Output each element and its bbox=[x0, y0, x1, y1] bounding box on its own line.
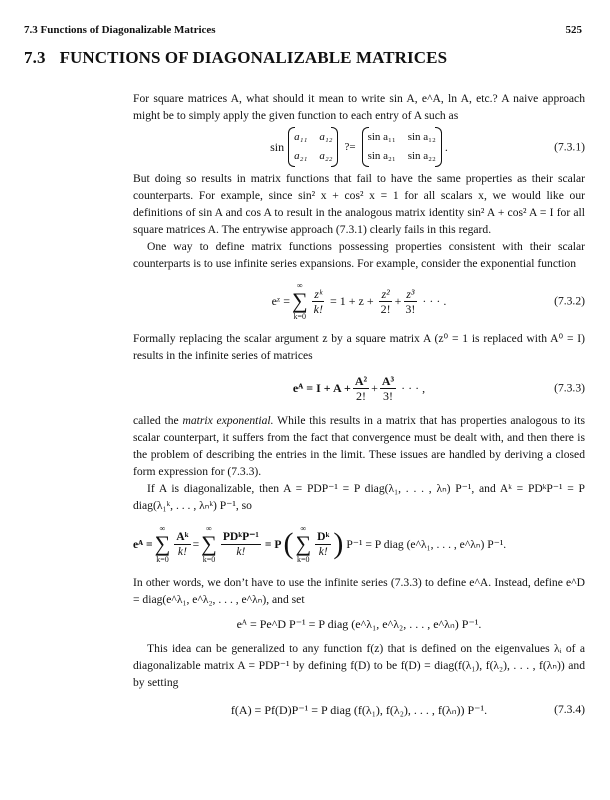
sum-upper: ∞ bbox=[206, 524, 212, 533]
matrix-entry: sin a₁₁ bbox=[367, 131, 396, 143]
page-number: 525 bbox=[565, 24, 582, 36]
eq4-lhs: eᴬ = bbox=[133, 537, 153, 551]
equation-exp-closed bbox=[133, 612, 585, 636]
matrix-entry: a₂₂ bbox=[319, 150, 333, 162]
numerator: PDᵏP⁻¹ bbox=[222, 529, 259, 543]
sum-symbol: ∞ ∑ k=0 bbox=[154, 524, 171, 564]
matrix-entry: a₂₁ bbox=[294, 150, 308, 162]
fraction bbox=[403, 287, 417, 316]
paragraph-4: Formally replacing the scalar argument z by a square matrix A (z⁰ = 1 is replaced with A⁰ = I) results in the infinite series of matrices bbox=[133, 332, 585, 362]
denominator: 2! bbox=[355, 388, 366, 403]
paragraph-6: If A is diagonalizable, then A = PDP⁻¹ = P diag(λ₁, . . . , λₙ) P⁻¹, and Aᵏ = PDᵏP⁻¹ = P diag(λ₁ᵏ, . . . , λₙᵏ) P⁻¹, so bbox=[133, 482, 585, 512]
fraction bbox=[221, 530, 261, 559]
eq5-text: eᴬ = Pe^D P⁻¹ = P diag (e^λ₁, e^λ₂, . . . , e^λₙ) P⁻¹. bbox=[236, 617, 482, 631]
eq2-tail: · · · . bbox=[422, 293, 447, 308]
sum-upper: ∞ bbox=[159, 524, 166, 533]
denominator: k! bbox=[313, 301, 323, 316]
numerator: A³ bbox=[381, 373, 395, 388]
equation-tag: (7.3.2) bbox=[554, 294, 585, 308]
sum-lower: k=0 bbox=[293, 312, 307, 321]
matrix-entry: sin a₁₂ bbox=[407, 131, 436, 143]
eq6-text: f(A) = Pf(D)P⁻¹ = P diag (f(λ₁), f(λ₂), . . . , f(λₙ)) P⁻¹. bbox=[230, 703, 488, 717]
denominator: 2! bbox=[380, 301, 391, 316]
fraction bbox=[380, 374, 396, 403]
numerator: Dᵏ bbox=[317, 529, 330, 543]
equation-7-3-1: sin a₁₁ a₁₂ a₂₁ a₂₂ ?= sin a₁₁ sin a₁₂ sin a₂₁ sin a₂₂ . (7.3.1) bbox=[133, 128, 585, 166]
equation-tag: (7.3.4) bbox=[554, 703, 585, 716]
matrix-entry: sin a₂₂ bbox=[407, 150, 436, 162]
numerator: Aᵏ bbox=[176, 529, 189, 543]
section-title bbox=[24, 48, 582, 68]
p5-term: matrix exponential. bbox=[182, 414, 274, 427]
equation-7-3-2: eᶻ = ∞ ∑ k=0 $\frac{\text{zᵏ}}{k!}$ = 1 + z + $\frac{\text{z²}}{2!}$ + $\frac{\text{z³}}{3!}$ · · · . (7.3.2) bbox=[271, 281, 585, 321]
eq3-lhs: eᴬ = I + A + bbox=[292, 380, 351, 395]
eq1-relation: ?= bbox=[344, 140, 356, 153]
paragraph-8: This idea can be generalized to any function f(z) that is defined on the eigenvalues λᵢ of a diagonalizable matrix A = PDP⁻¹ by defining f(D) to be f(D) = diag(f(λ₁), f(λ₂), . . . , f(λₙ)) and by setting bbox=[133, 642, 585, 689]
numerator: z² bbox=[381, 286, 390, 301]
section-number: 7.3 bbox=[24, 48, 46, 67]
paragraph-2: But doing so results in matrix functions that fail to have the same properties as their scalar counterparts. For example, since sin² x + cos² x = 1 for all scalars x, we would like our definitions of sin A and cos A to result in the analogous matrix identity sin² A + cos² A = I for all square matrices A. The entrywise approach (7.3.1) clearly fails in this regard. bbox=[133, 172, 585, 236]
section-heading: FUNCTIONS OF DIAGONALIZABLE MATRICES bbox=[59, 48, 448, 67]
denominator: k! bbox=[177, 544, 187, 558]
equation-tag: (7.3.3) bbox=[554, 381, 585, 395]
matrix-entry: a₁₁ bbox=[294, 131, 308, 143]
sum-symbol: ∞ ∑ k=0 bbox=[295, 524, 312, 564]
numerator: A² bbox=[354, 373, 368, 388]
sum-upper: ∞ bbox=[300, 524, 307, 533]
eq1-rhs-matrix bbox=[362, 127, 442, 167]
p5-post: While this results in a matrix that has properties analogous to its scalar counterpart, it suffers from the fact that convergence must be dealt with, and then there is the problem of describing the entries in the limit. These issues are handled by deriving a closed form expression for (7.3.3). bbox=[133, 414, 586, 478]
denominator: k! bbox=[318, 544, 328, 558]
fraction bbox=[312, 287, 325, 316]
matrix-entry: sin a₂₁ bbox=[367, 150, 396, 162]
fraction bbox=[379, 287, 393, 316]
equation-exp-diag: eᴬ = ∞ ∑ k=0 $\frac{\text{Aᵏ}}{k!}$ = ∞ ∑ k=0 $\frac{\text{PDᵏP⁻¹}}{k!}$ = P ( ∞ ∑ k=0 $\frac{\text{Dᵏ}}{k!}$ ) P⁻¹ = P diag (e^λ₁, . . . , e^λₙ) P⁻¹. bbox=[133, 524, 507, 564]
equation-tag: (7.3.1) bbox=[554, 140, 585, 154]
denominator: 3! bbox=[405, 301, 416, 316]
eq3-tail: · · · , bbox=[401, 380, 426, 395]
sum-lower: k=0 bbox=[202, 555, 216, 564]
sum-lower: k=0 bbox=[297, 555, 310, 564]
equation-7-3-4 bbox=[133, 695, 585, 725]
sum-symbol: ∞ ∑ k=0 bbox=[201, 524, 217, 564]
paragraph-1: For square matrices A, what should it mean to write sin A, e^A, ln A, etc.? A naive approach might be to simply apply the given function to each entry of A such as bbox=[133, 92, 585, 122]
paragraph-7: In other words, we don’t have to use the infinite series (7.3.3) to define e^A. Instead, define e^D = diag(e^λ₁, e^λ₂, . . . , e^λₙ), and set bbox=[133, 576, 585, 606]
fraction bbox=[174, 530, 190, 559]
eq4-mid: = P bbox=[264, 537, 282, 551]
p5-pre: called the bbox=[133, 414, 183, 427]
fraction bbox=[315, 530, 331, 559]
eq2-rest: = 1 + z + bbox=[329, 293, 374, 308]
eq1-lhs-matrix bbox=[288, 127, 338, 167]
sum-symbol: ∞ ∑ k=0 bbox=[291, 281, 308, 321]
denominator: k! bbox=[236, 544, 246, 558]
paragraph-5 bbox=[133, 412, 585, 480]
numerator: z³ bbox=[406, 286, 415, 301]
sum-lower: k=0 bbox=[156, 555, 169, 564]
eq1-fn: sin bbox=[270, 139, 285, 154]
fraction bbox=[353, 374, 369, 403]
paragraph-3: One way to define matrix functions possessing properties consistent with their scalar counterparts is to use infinite series expansions. For example, consider the exponential function bbox=[133, 240, 585, 270]
running-title: 7.3 Functions of Diagonalizable Matrices bbox=[24, 24, 216, 36]
page-body bbox=[133, 90, 585, 729]
eq2-lhs: eᶻ = bbox=[271, 293, 290, 308]
eq4-tail: P⁻¹ = P diag (e^λ₁, . . . , e^λₙ) P⁻¹. bbox=[346, 537, 507, 551]
running-header bbox=[24, 24, 582, 36]
equation-7-3-3: eᴬ = I + A + $\frac{\text{A²}}{2!}$ + $\frac{\text{A³}}{3!}$ · · · , (7.3.3) bbox=[292, 373, 585, 403]
denominator: 3! bbox=[383, 388, 393, 403]
matrix-entry: a₁₂ bbox=[319, 131, 333, 143]
sum-upper: ∞ bbox=[296, 281, 303, 290]
numerator: zᵏ bbox=[314, 286, 323, 301]
